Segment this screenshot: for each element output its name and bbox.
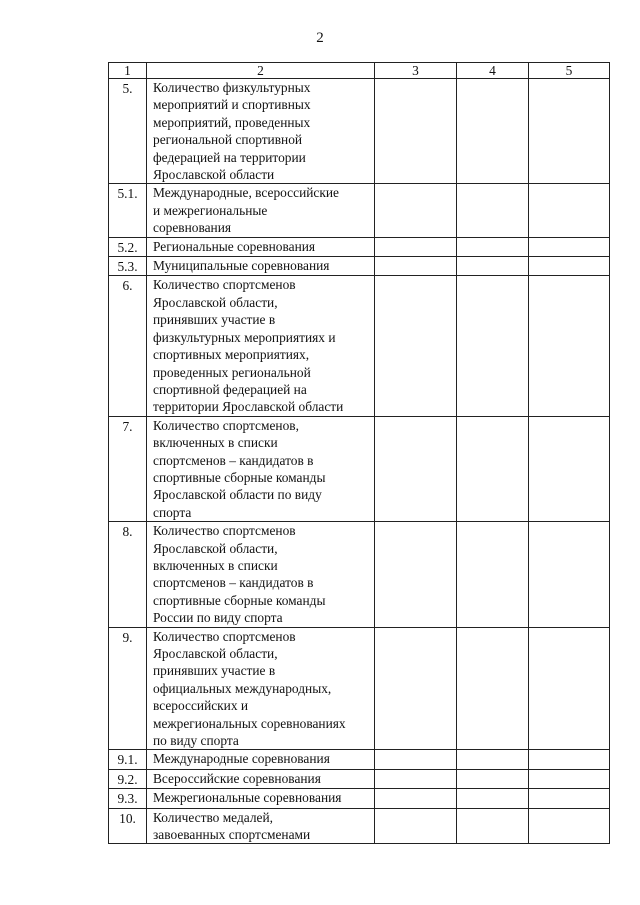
row-number: 5. [109,79,147,184]
value-cell-3 [375,808,457,844]
value-cell-3 [375,769,457,788]
value-cell-4 [457,237,529,256]
row-indicator-label: Количество спортсменов Ярославской области, включенных в списки спортсменов – кандидатов в спортивные сборные команды России по виду спорта [147,522,375,627]
value-cell-4 [457,184,529,237]
value-cell-3 [375,79,457,184]
row-number: 6. [109,276,147,416]
value-cell-4 [457,416,529,521]
table-row [109,789,610,808]
value-cell-4 [457,789,529,808]
header-cell-5: 5 [529,63,610,79]
value-cell-5 [529,627,610,750]
table-row [109,237,610,256]
value-cell-3 [375,257,457,276]
value-cell-4 [457,769,529,788]
row-indicator-label: Муниципальные соревнования [147,257,375,276]
row-indicator-label: Количество спортсменов, включенных в списки спортсменов – кандидатов в спортивные сборные команды Ярославской области по виду спорта [147,416,375,521]
row-indicator-label: Всероссийские соревнования [147,769,375,788]
row-number: 5.2. [109,237,147,256]
row-number: 10. [109,808,147,844]
table-row [109,750,610,769]
table-row [109,769,610,788]
row-number: 9.2. [109,769,147,788]
value-cell-3 [375,416,457,521]
row-number: 5.3. [109,257,147,276]
table-row [109,257,610,276]
value-cell-4 [457,750,529,769]
row-number: 8. [109,522,147,627]
value-cell-4 [457,627,529,750]
value-cell-5 [529,808,610,844]
row-indicator-label: Количество спортсменов Ярославской области, принявших участие в физкультурных мероприятиях и спортивных мероприятиях, проведенных региональной спортивной федерацией на территории Ярославской области [147,276,375,416]
row-indicator-label: Количество спортсменов Ярославской области, принявших участие в официальных международных, всероссийских и межрегиональных соревнованиях по виду спорта [147,627,375,750]
value-cell-4 [457,522,529,627]
value-cell-5 [529,79,610,184]
value-cell-3 [375,522,457,627]
page-number: 2 [316,30,324,46]
value-cell-5 [529,769,610,788]
value-cell-3 [375,184,457,237]
value-cell-3 [375,750,457,769]
value-cell-4 [457,276,529,416]
table-row [109,184,610,237]
value-cell-5 [529,276,610,416]
header-cell-3: 3 [375,63,457,79]
value-cell-3 [375,237,457,256]
table-header-row [109,63,610,79]
table-row [109,79,610,184]
value-cell-4 [457,79,529,184]
value-cell-5 [529,184,610,237]
row-indicator-label: Количество физкультурных мероприятий и спортивных мероприятий, проведенных региональной спортивной федерацией на территории Ярославской области [147,79,375,184]
value-cell-5 [529,789,610,808]
row-number: 9.3. [109,789,147,808]
value-cell-4 [457,808,529,844]
row-number: 5.1. [109,184,147,237]
value-cell-3 [375,627,457,750]
value-cell-5 [529,237,610,256]
row-indicator-label: Международные соревнования [147,750,375,769]
value-cell-4 [457,257,529,276]
value-cell-3 [375,789,457,808]
value-cell-5 [529,522,610,627]
header-cell-4: 4 [457,63,529,79]
header-cell-2: 2 [147,63,375,79]
header-cell-1: 1 [109,63,147,79]
row-indicator-label: Межрегиональные соревнования [147,789,375,808]
row-number: 7. [109,416,147,521]
table-row [109,522,610,627]
table-row [109,276,610,416]
value-cell-3 [375,276,457,416]
table-row [109,808,610,844]
row-indicator-label: Количество медалей, завоеванных спортсменами [147,808,375,844]
table-row [109,416,610,521]
value-cell-5 [529,257,610,276]
row-number: 9.1. [109,750,147,769]
table-row [109,627,610,750]
value-cell-5 [529,416,610,521]
row-indicator-label: Региональные соревнования [147,237,375,256]
report-table [108,62,610,844]
value-cell-5 [529,750,610,769]
row-number: 9. [109,627,147,750]
row-indicator-label: Международные, всероссийские и межрегиональные соревнования [147,184,375,237]
